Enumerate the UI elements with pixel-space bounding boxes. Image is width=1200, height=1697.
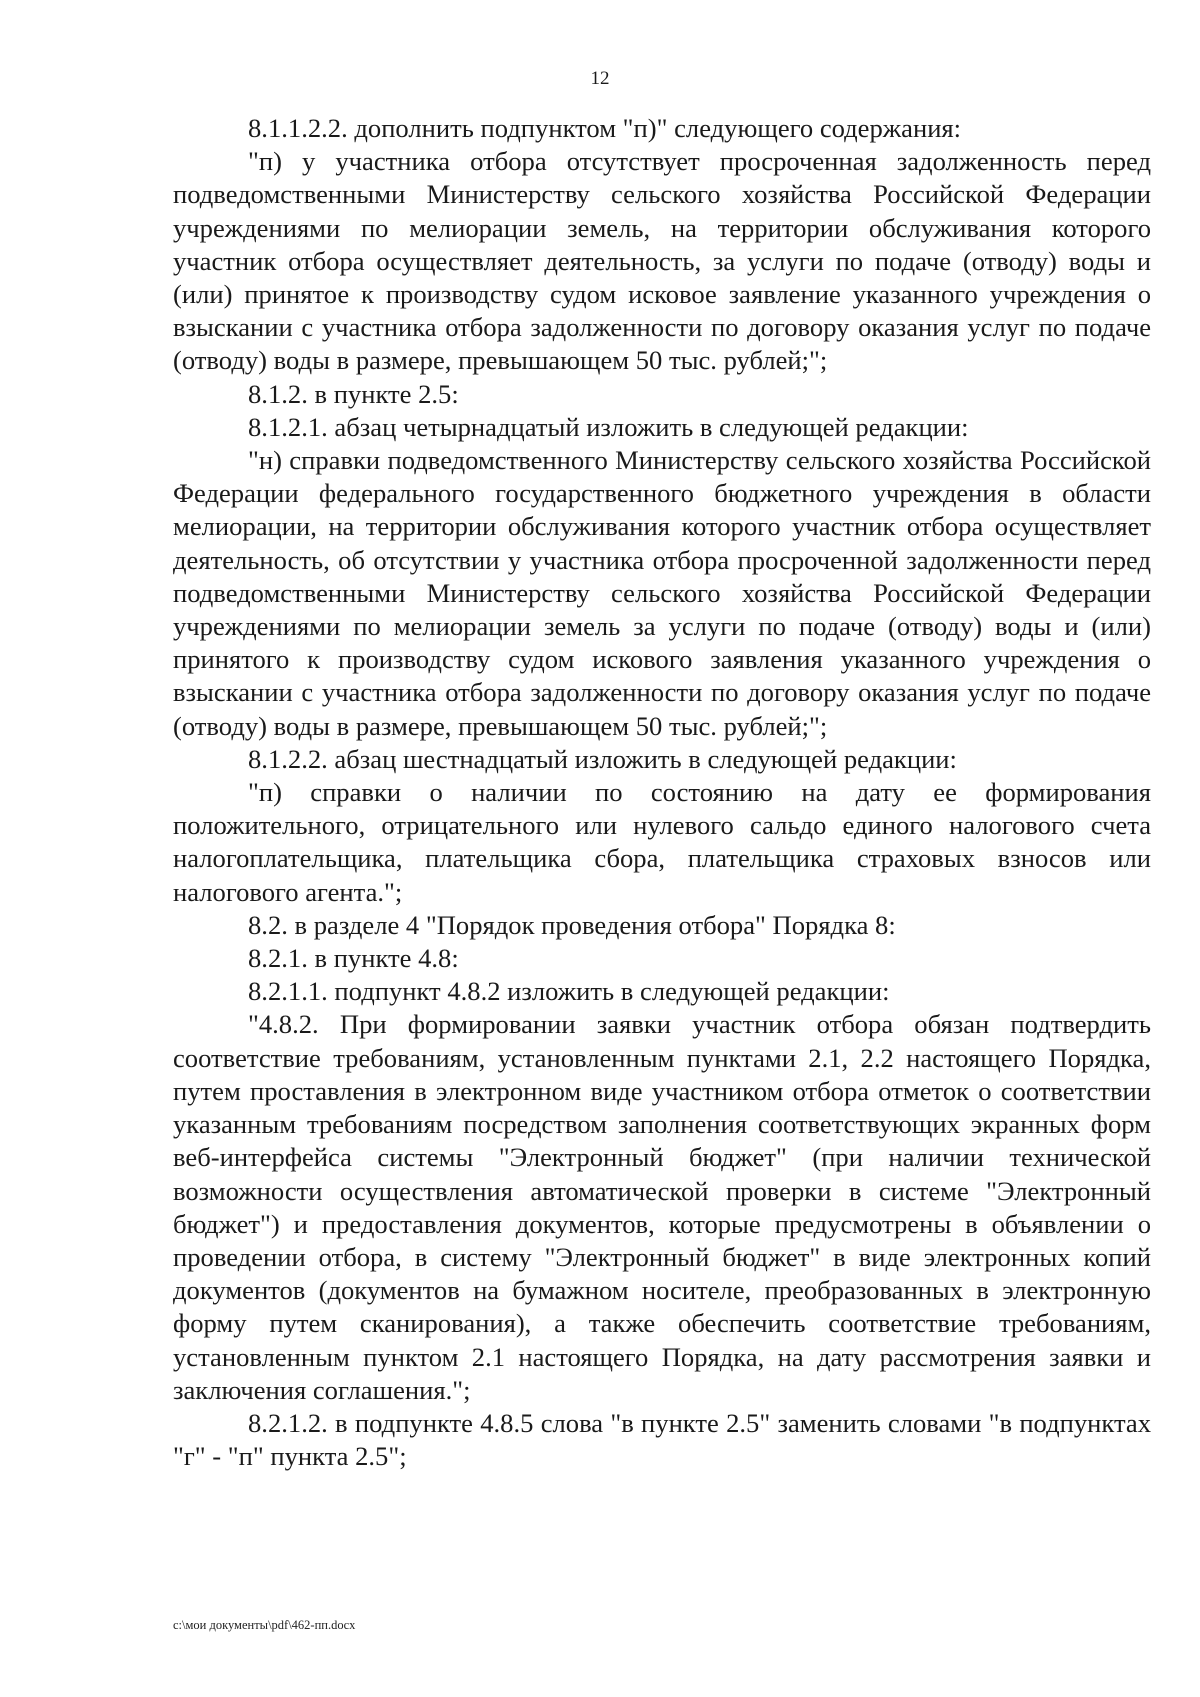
paragraph-8-1-2-1: 8.1.2.1. абзац четырнадцатый изложить в следующей редакции:	[248, 411, 969, 442]
paragraph-8-1-2-2: 8.1.2.2. абзац шестнадцатый изложить в следующей редакции:	[248, 743, 957, 774]
paragraph-8-2-1-2: 8.2.1.2. в подпункте 4.8.5 слова "в пункте 2.5" заменить словами "в подпунктах "г" - "п" пункта 2.5";	[173, 1407, 1151, 1472]
paragraph-8-1-2: 8.1.2. в пункте 2.5:	[248, 378, 459, 409]
paragraph-subitem-n-certificate: "н) справки подведомственного Министерству сельского хозяйства Российской Федерации федерального государственного бюджетного учреждения в области мелиорации, на территории обслуживания которого участник отбора осуществляет деятельность, об отсутствии у участника отбора просроченной задолженности перед подведомственными Министерству сельского хозяйства Российской Федерации учреждениями по мелиорации земель за услуги по подаче (отводу) воды и (или) принятого к производству судом искового заявления указанного учреждения о взыскании с участника отбора задолженности по договору оказания услуг по подаче (отводу) воды в размере, превышающем 50 тыс. рублей;";	[173, 445, 1151, 741]
paragraph-subitem-p-certificate: "п) справки о наличии по состоянию на дату ее формирования положительного, отрицательного или нулевого сальдо единого налогового счета налогоплательщика, плательщика сбора, плательщика страховых взносов или налогового агента.";	[173, 777, 1151, 907]
paragraph-8-2-1-1: 8.2.1.1. подпункт 4.8.2 изложить в следующей редакции:	[248, 976, 890, 1007]
paragraph-4-8-2-text: "4.8.2. При формировании заявки участник отбора обязан подтвердить соответствие требованиям, установленным пунктами 2.1, 2.2 настоящего Порядка, путем проставления в электронном виде участником отбора отметок о соответствии указанным требованиям посредством заполнения соответствующих экранных форм веб-интерфейса системы "Электронный бюджет" (при наличии технической возможности осуществления автоматической проверки в системе "Электронный бюджет") и предоставления документов, которые предусмотрены в объявлении о проведении отбора, в систему "Электронный бюджет" в виде электронных копий документов (документов на бумажном носителе, преобразованных в электронную форму путем сканирования), а также обеспечить соответствие требованиям, установленным пунктом 2.1 настоящего Порядка, на дату рассмотрения заявки и заключения соглашения.";	[173, 1009, 1151, 1405]
page-number: 12	[590, 68, 610, 89]
paragraph-8-2: 8.2. в разделе 4 "Порядок проведения отбора" Порядка 8:	[248, 909, 896, 940]
paragraph-subitem-p-requirement: "п) у участника отбора отсутствует просроченная задолженность перед подведомственными Министерству сельского хозяйства Российской Федерации учреждениями по мелиорации земель, на территории обслуживания которого участник отбора осуществляет деятельность, за услуги по подаче (отводу) воды и (или) принятое к производству судом исковое заявление указанного учреждения о взыскании с участника отбора задолженности по договору оказания услуг по подаче (отводу) воды в размере, превышающем 50 тыс. рублей;";	[173, 146, 1151, 376]
footer-file-path: c:\мои документы\pdf\462-пп.docx	[173, 1618, 356, 1632]
paragraph-8-1-1-2-2: 8.1.1.2.2. дополнить подпунктом "п)" следующего содержания:	[248, 113, 962, 143]
document-body	[173, 112, 1151, 1473]
paragraph-8-2-1: 8.2.1. в пункте 4.8:	[248, 943, 459, 974]
